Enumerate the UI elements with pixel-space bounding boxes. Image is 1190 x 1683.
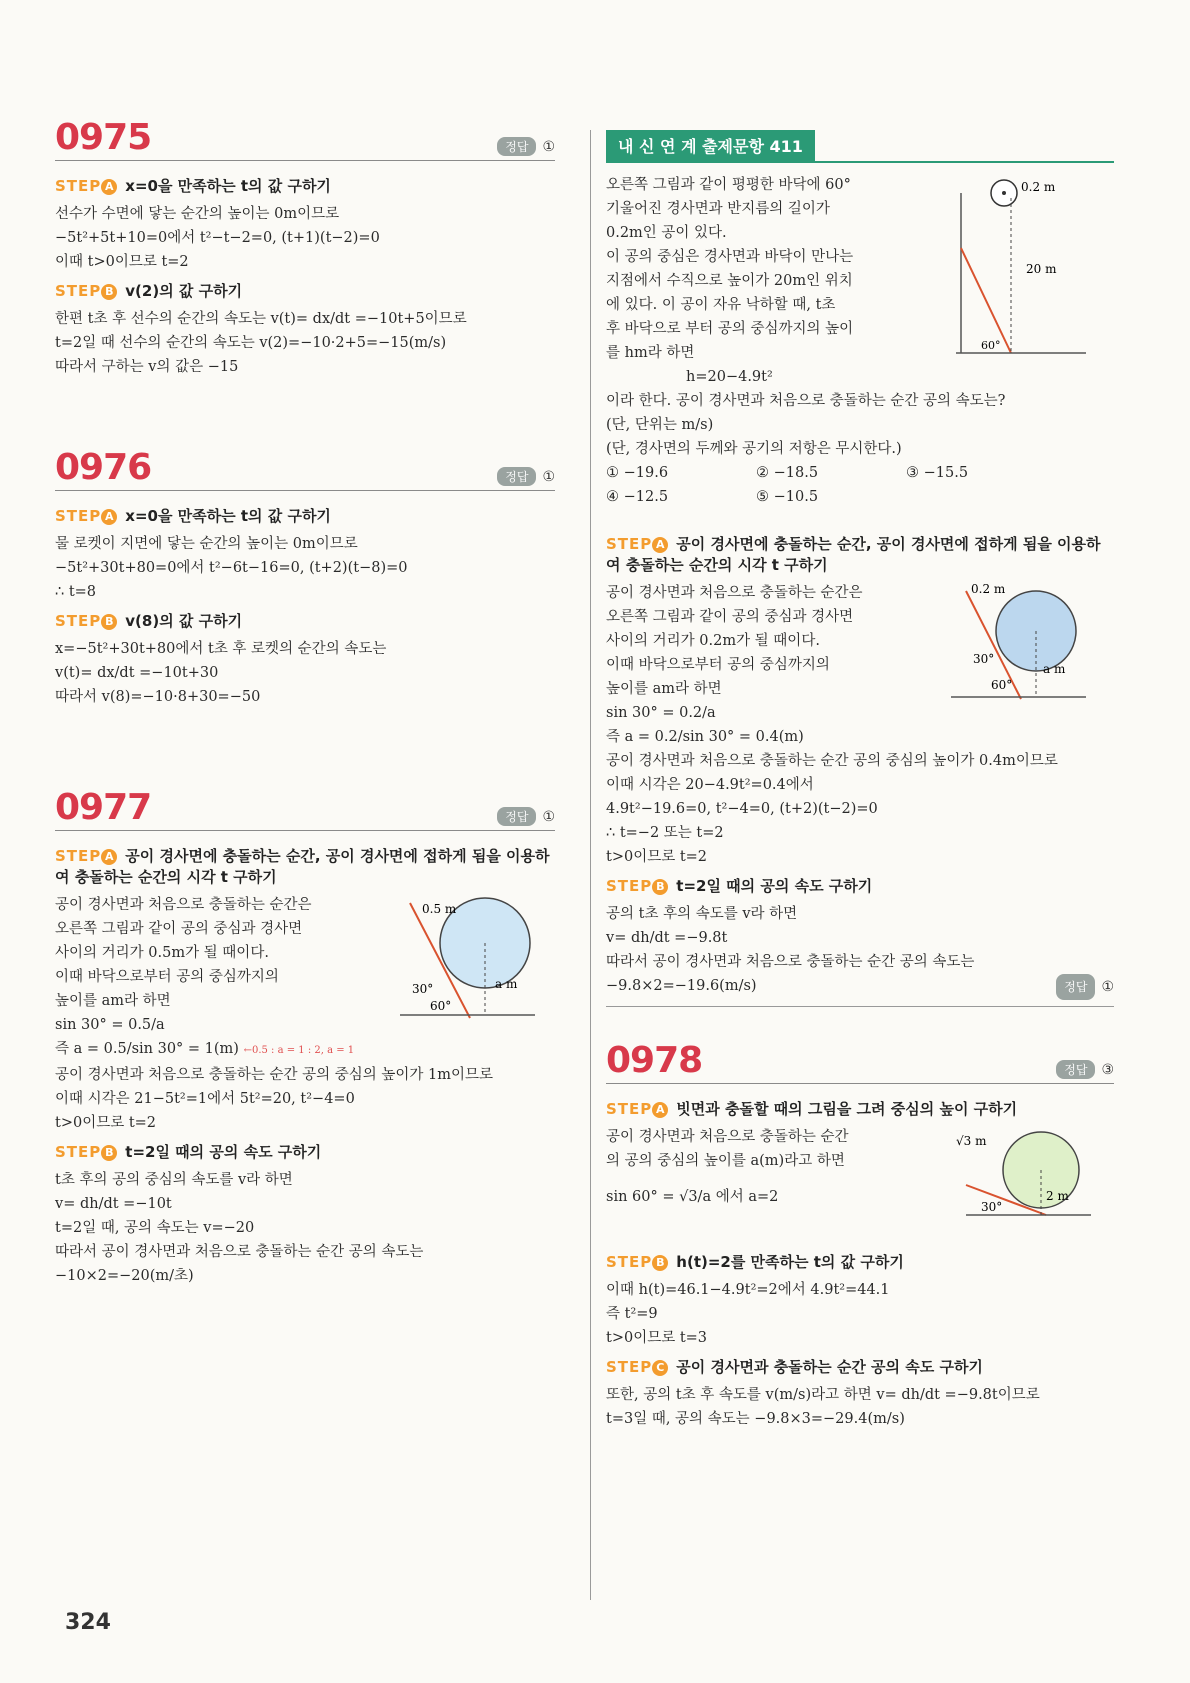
solution-line: 선수가 수면에 닿는 순간의 높이는 0m이므로 [55,206,340,222]
svg-text:30°: 30° [412,982,434,996]
problem-header [55,447,555,491]
question-line: 후 바닥으로 부터 공의 중심까지의 높이 [606,321,854,337]
solution-line: 따라서 공이 경사면과 처음으로 충돌하는 순간 공의 속도는 [606,954,975,970]
solution-line: 4.9t²−19.6=0, t²−4=0, (t+2)(t−2)=0 [606,801,878,817]
solution-line: t>0이므로 t=3 [606,1330,708,1346]
solution-line: 이때 시각은 21−5t²=1에서 5t²=20, t²−4=0 [55,1091,355,1107]
problem-number: 0976 [55,447,152,488]
problem-411-header: 내 신 연 계 출제문항 411 [606,130,1114,163]
solution-line: t=2일 때, 공의 속도는 v=−20 [55,1220,255,1236]
solution-line: sin 60° = √3/a 에서 a=2 [606,1189,779,1205]
solution-line: t초 후의 공의 중심의 속도를 v라 하면 [55,1172,293,1188]
formula: h=20−4.9t² [686,369,773,385]
ball-slope-figure-3 [946,1125,1096,1235]
solution-line: 물 로켓이 지면에 닿는 순간의 높이는 0m이므로 [55,536,358,552]
answer-badge: 정답 ① [497,137,555,156]
right-column [606,130,1114,1431]
solution-line: 공이 경사면과 처음으로 충돌하는 순간은 [55,897,312,913]
option: ② −18.5 [756,465,819,481]
solution-line: 이때 바닥으로부터 공의 중심까지의 [55,969,279,985]
solution-line: 따라서 구하는 v의 값은 −15 [55,359,239,375]
svg-text:0.2 m: 0.2 m [971,582,1006,596]
svg-text:a m: a m [495,977,518,991]
solution-line: 이때 t>0이므로 t=2 [55,254,189,270]
step-b-heading: STEP B t=2일 때의 공의 속도 구하기 [55,1143,322,1161]
solution-line: −5t²+5t+10=0에서 t²−t−2=0, (t+1)(t−2)=0 [55,230,380,246]
slope-line [961,248,1011,353]
step-b-heading: STEP B v(2)의 값 구하기 [55,282,243,300]
step-b-heading: STEP B v(8)의 값 구하기 [55,612,243,630]
solution-line: t>0이므로 t=2 [606,849,708,865]
problem-header [55,117,555,161]
solution-line: x=−5t²+30t+80에서 t초 후 로켓의 순간의 속도는 [55,641,387,657]
question-line: (단, 단위는 m/s) [606,417,714,433]
solution-line: −10×2=−20(m/초) [55,1268,194,1284]
solution-line: 이때 바닥으로부터 공의 중심까지의 [606,657,830,673]
problem-0976 [55,447,555,790]
problem-0977 [55,787,555,1288]
step-b-heading: STEP B t=2일 때의 공의 속도 구하기 [606,877,873,895]
solution-line: 사이의 거리가 0.2m가 될 때이다. [606,633,820,649]
solution-line: 높이를 am라 하면 [55,993,171,1009]
answer-badge: 정답 ① [497,807,555,826]
step-a-heading: STEP A 공이 경사면에 충돌하는 순간, 공이 경사면에 접하게 됨을 이용하여 충돌하는 순간의 시각 t 구하기 [606,535,1101,574]
column-divider [590,130,591,1600]
option: ③ −15.5 [906,465,969,481]
svg-text:30°: 30° [981,1200,1003,1214]
question-line: 오른쪽 그림과 같이 평평한 바닥에 60° [606,177,851,193]
solution-line: 즉 t²=9 [606,1306,658,1322]
solution-line: sin 30° = 0.5/a [55,1017,165,1033]
step-a-heading: STEP A x=0을 만족하는 t의 값 구하기 [55,507,331,525]
answer-badge: 정답 ③ [1056,1060,1114,1079]
svg-text:0.5 m: 0.5 m [422,902,457,916]
answer-options [606,461,1114,509]
solution-line: −5t²+30t+80=0에서 t²−6t−16=0, (t+2)(t−8)=0 [55,560,408,576]
solution-line: 한편 t초 후 선수의 순간의 속도는 v(t)= dx/dt =−10t+5이므로 [55,311,467,327]
solution-line: 공의 t초 후의 속도를 v라 하면 [606,906,798,922]
solution-line: 따라서 v(8)=−10·8+30=−50 [55,689,261,705]
solution-line: v(t)= dx/dt =−10t+30 [55,665,219,681]
svg-text:a m: a m [1043,662,1066,676]
solution-line: 높이를 am라 하면 [606,681,722,697]
solution-line: ∴ t=−2 또는 t=2 [606,825,724,841]
solution-line: 즉 a = 0.5/sin 30° = 1(m) ←0.5 : a = 1 : 2, a = 1 [55,1041,355,1057]
solution-line: 즉 a = 0.2/sin 30° = 0.4(m) [606,729,804,745]
question-line: 를 hm라 하면 [606,345,695,361]
option: ④ −12.5 [606,489,669,505]
answer-badge: 정답 ① [1056,974,1114,1000]
solution-line: 또한, 공의 t초 후 속도를 v(m/s)라고 하면 v= dh/dt =−9.8t이므로 [606,1387,1040,1403]
problem-number: 0977 [55,787,152,828]
solution-line: v= dh/dt =−10t [55,1196,172,1212]
step-c-heading: STEP C 공이 경사면과 충돌하는 순간 공의 속도 구하기 [606,1358,983,1376]
question-line: 에 있다. 이 공이 자유 낙하할 때, t초 [606,297,836,313]
svg-text:60°: 60° [981,339,1001,352]
step-b-heading: STEP B h(t)=2를 만족하는 t의 값 구하기 [606,1253,904,1271]
problem-number: 0975 [55,117,152,158]
left-column [55,117,555,1288]
solution-line: 공이 경사면과 처음으로 충돌하는 순간은 [606,585,863,601]
question-line: 0.2m인 공이 있다. [606,225,727,241]
solution-line: 공이 경사면과 처음으로 충돌하는 순간 [606,1129,849,1145]
solution-line: 이때 h(t)=46.1−4.9t²=2에서 4.9t²=44.1 [606,1282,890,1298]
step-a-heading: STEP A 공이 경사면에 충돌하는 순간, 공이 경사면에 접하게 됨을 이용하여 충돌하는 순간의 시각 t 구하기 [55,847,550,886]
option: ① −19.6 [606,465,669,481]
solution-line: 공이 경사면과 처음으로 충돌하는 순간 공의 중심의 높이가 1m이므로 [55,1067,494,1083]
solution-line: −9.8×2=−19.6(m/s) 정답 ① [606,974,1114,1007]
svg-text:30°: 30° [973,652,995,666]
solution-line: ∴ t=8 [55,584,97,600]
ball-slope-figure-2 [951,581,1091,711]
step-a-heading: STEP A x=0을 만족하는 t의 값 구하기 [55,177,331,195]
solution-line: 오른쪽 그림과 같이 공의 중심과 경사면 [55,921,303,937]
question-line: (단, 경사면의 두께와 공기의 저항은 무시한다.) [606,441,902,457]
svg-text:20 m: 20 m [1026,262,1057,276]
problem-number: 0978 [606,1040,703,1081]
solution-line: sin 30° = 0.2/a [606,705,716,721]
question-line: 이라 한다. 공이 경사면과 처음으로 충돌하는 순간 공의 속도는? [606,393,1006,409]
margin-note: ←0.5 : a = 1 : 2, a = 1 [243,1045,355,1056]
solution-line: 오른쪽 그림과 같이 공의 중심과 경사면 [606,609,854,625]
solution-line: t=3일 때, 공의 속도는 −9.8×3=−29.4(m/s) [606,1411,905,1427]
svg-text:60°: 60° [430,999,452,1013]
page-number: 324 [65,1610,111,1635]
svg-text:2 m: 2 m [1046,1189,1069,1203]
question-line: 기울어진 경사면과 반지름의 길이가 [606,201,830,217]
question-line: 지점에서 수직으로 높이가 20m인 위치 [606,273,853,289]
solution-line: 사이의 거리가 0.5m가 될 때이다. [55,945,269,961]
problem-header [606,1040,1114,1084]
step-a-heading: STEP A 빗면과 충돌할 때의 그림을 그려 중심의 높이 구하기 [606,1100,1018,1118]
problem-header [55,787,555,831]
svg-text:0.2 m: 0.2 m [1021,180,1056,194]
problem-0978 [606,1040,1114,1431]
ball-slope-figure [400,893,540,1023]
solution-line: t>0이므로 t=2 [55,1115,157,1131]
answer-badge: 정답 ① [497,467,555,486]
solution-line: v= dh/dt =−9.8t [606,930,728,946]
solution-line: 공이 경사면과 처음으로 충돌하는 순간 공의 중심의 높이가 0.4m이므로 [606,753,1058,769]
option: ⑤ −10.5 [756,489,819,505]
solution-line: t=2일 때 선수의 순간의 속도는 v(2)=−10·2+5=−15(m/s) [55,335,447,351]
solution-line: 의 공의 중심의 높이를 a(m)라고 하면 [606,1153,845,1169]
svg-text:√3 m: √3 m [956,1134,987,1148]
solution-line: 따라서 공이 경사면과 처음으로 충돌하는 순간 공의 속도는 [55,1244,424,1260]
svg-text:60°: 60° [991,678,1013,692]
question-line: 이 공의 중심은 경사면과 바닥이 만나는 [606,249,854,265]
problem-0975 [55,117,555,450]
drop-figure [946,173,1096,363]
solution-line: 이때 시각은 20−4.9t²=0.4에서 [606,777,814,793]
